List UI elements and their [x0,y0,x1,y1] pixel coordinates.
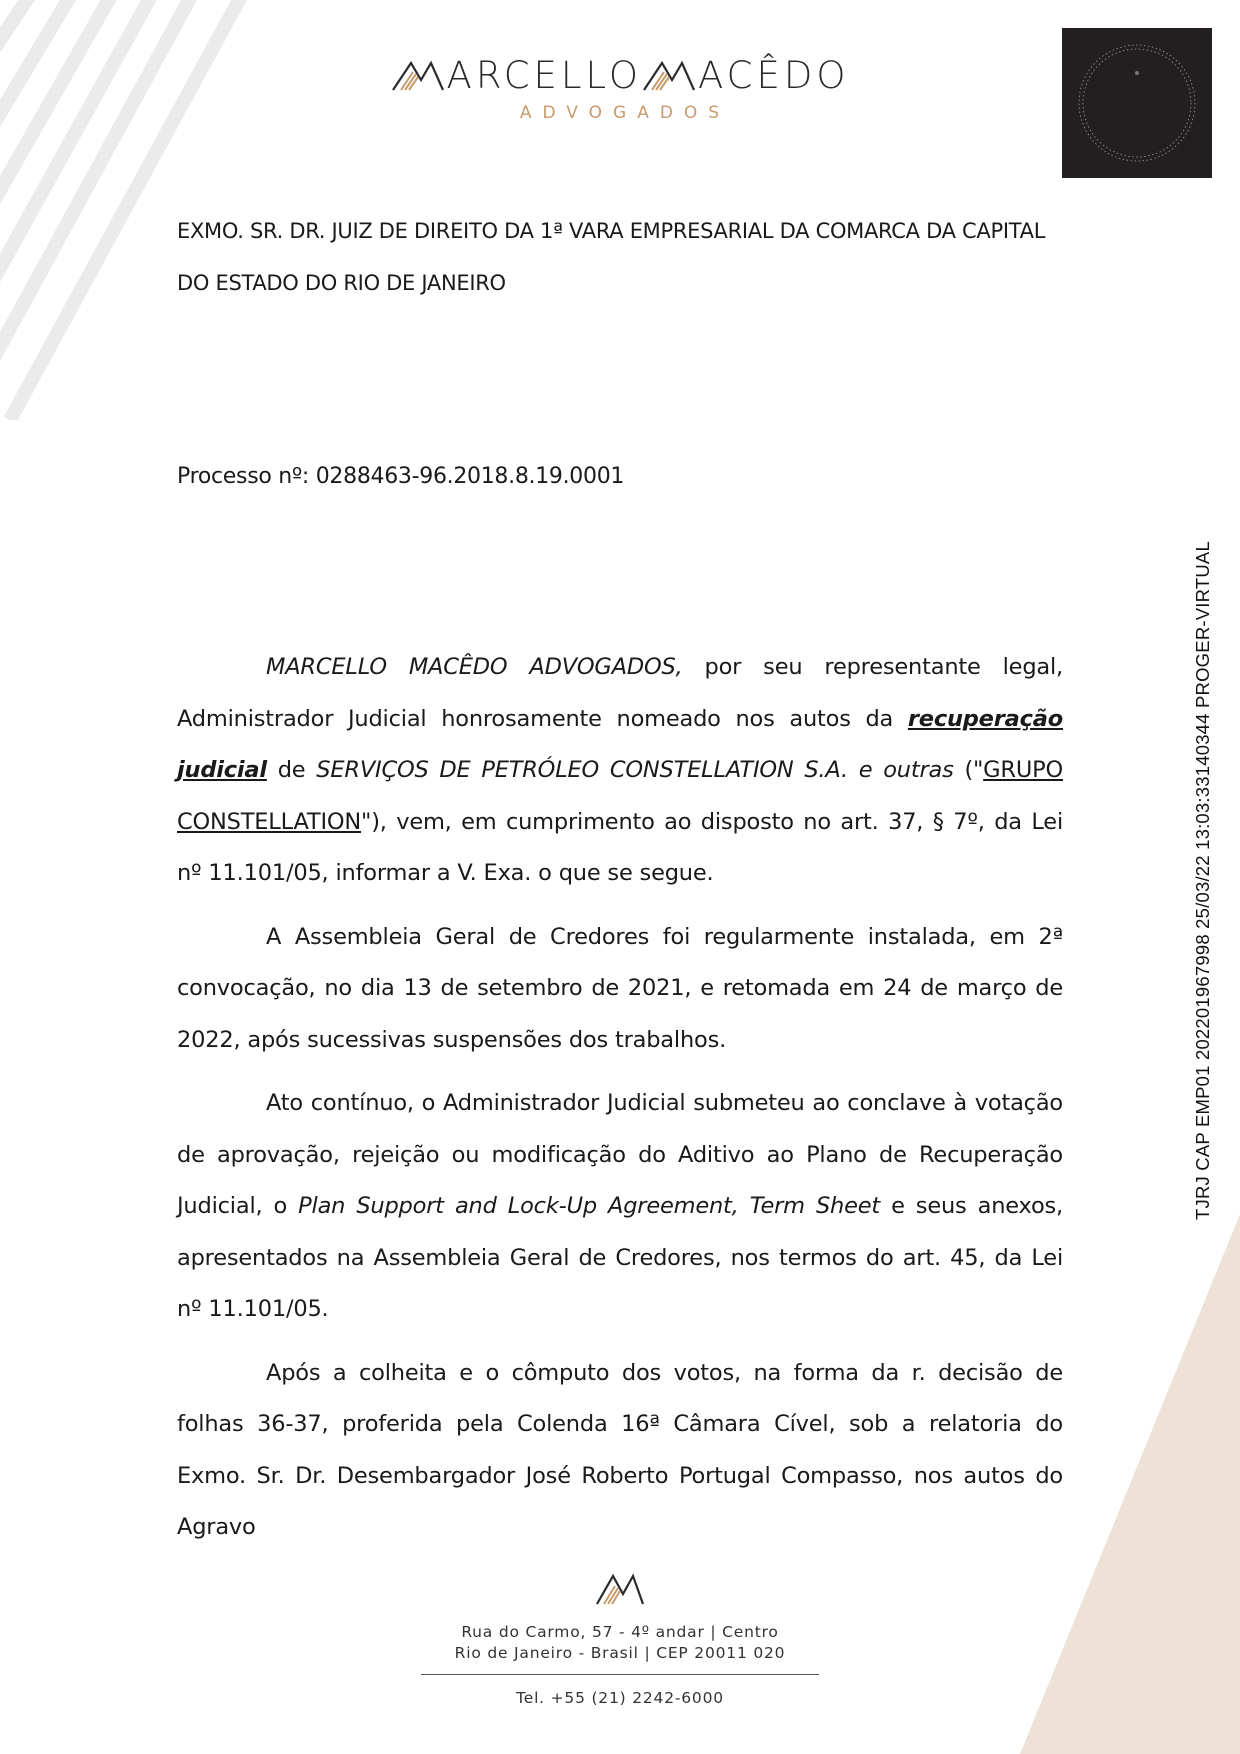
brand-name-part1: ARCELLO [446,54,642,97]
digital-signature-seal [1062,28,1212,178]
footer-phone: Tel. +55 (21) 2242-6000 [516,1689,724,1707]
group-name: GRUPO CONSTELLATION [177,757,1063,835]
agreement-title: Plan Support and Lock-Up Agreement, Term Sheet [298,1193,880,1219]
firm-name: MARCELLO MACÊDO ADVOGADOS, [266,654,683,680]
p3-text-1: Ato contínuo, o Administrador Judicial submeteu ao conclave à votação de aprovação, rejeição ou modificação do Aditivo ao Plano de Recuperação Judicial, o [177,1090,1063,1219]
court-protocol-stamp: TJRJ CAP EMP01 202201967998 25/03/22 13:03:33140344 PROGER-VIRTUAL [1192,541,1213,1220]
petition-body [177,205,1063,1554]
process-number-line [177,464,1063,489]
process-number: 0288463-96.2018.8.19.0001 [315,464,625,489]
p1-text-4: "), vem, em cumprimento ao disposto no art. 37, § 7º, da Lei nº 11.101/05, informar a V. Exa. o que se segue. [177,808,1063,886]
footer-address [0,1622,1240,1664]
paragraph-3 [177,1078,1063,1336]
m-logo-icon-2 [642,60,696,92]
p1-text-3: (" [953,757,984,783]
footer-m-logo-icon [595,1572,645,1606]
p1-text-1: por seu representante legal, Administrador Judicial honrosamente nomeado nos autos da [177,654,1063,732]
p3-text-2: e seus anexos, apresentados na Assembleia Geral de Credores, nos termos do art. 45, da Lei nº 11.101/05. [177,1193,1063,1322]
process-label: Processo nº: [177,464,316,489]
p1-text-2: de [266,757,317,783]
addressee-line-2: DO ESTADO DO RIO DE JANEIRO [177,271,506,295]
brand-name [391,54,850,97]
footer-address-line-1: Rua do Carmo, 57 - 4º andar | Centro [461,1623,779,1641]
letterhead-footer [0,1572,1240,1707]
addressee [177,205,1063,309]
paragraph-4: Após a colheita e o cômputo dos votos, na forma da r. decisão de folhas 36-37, proferida pela Colenda 16ª Câmara Cível, sob a relatoria do Exmo. Sr. Dr. Desembargador José Roberto Portugal Compasso, nos autos do Agravo [177,1359,1063,1540]
brand-subtitle: ADVOGADOS [519,103,731,123]
recuperacao-judicial: recuperação judicial [177,705,1063,783]
footer-divider [421,1674,819,1675]
paragraph-2: A Assembleia Geral de Credores foi regularmente instalada, em 2ª convocação, no dia 13 de setembro de 2021, e retomada em 24 de março de 2022, após sucessivas suspensões dos trabalhos. [177,923,1063,1053]
company-name: SERVIÇOS DE PETRÓLEO CONSTELLATION S.A. e outras [316,757,954,783]
footer-address-line-2: Rio de Janeiro - Brasil | CEP 20011 020 [454,1644,786,1662]
addressee-line-1: EXMO. SR. DR. JUIZ DE DIREITO DA 1ª VARA EMPRESARIAL DA COMARCA DA CAPITAL [177,219,1046,243]
m-logo-icon [391,60,445,92]
brand-name-part2: ACÊDO [697,54,850,97]
paragraph-1 [177,642,1063,900]
letterhead-logo [0,54,1240,123]
